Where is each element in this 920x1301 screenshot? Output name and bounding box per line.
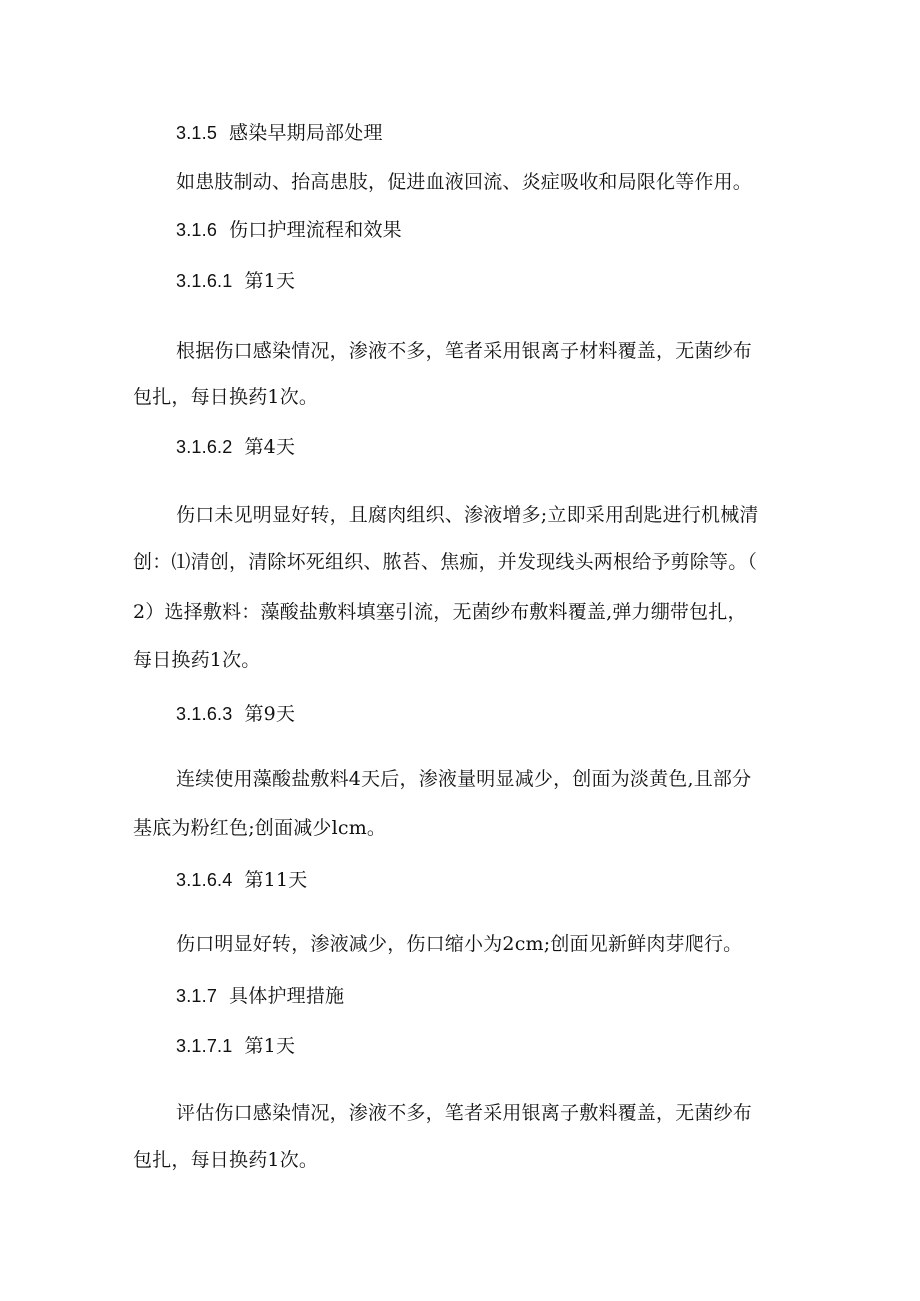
- section-heading: [176, 121, 383, 145]
- subsection-heading: [176, 269, 295, 293]
- subsection-heading: [176, 868, 307, 892]
- section-number: 3.1.6: [176, 220, 218, 240]
- paragraph-line: 如患肢制动、抬高患肢，促进血液回流、炎症吸收和局限化等作用。: [176, 171, 753, 193]
- subsection-number: 3.1.6.2: [176, 437, 233, 457]
- paragraph-line: 2）选择敷料：藻酸盐敷料填塞引流，无菌纱布敷料覆盖,弹力绷带包扎，: [133, 601, 747, 623]
- paragraph-line: 伤口明显好转，渗液减少，伤口缩小为2cm;创面见新鲜肉芽爬行。: [176, 933, 743, 955]
- subsection-number: 3.1.6.1: [176, 271, 233, 291]
- subsection-number: 3.1.6.4: [176, 870, 233, 890]
- subsection-number: 3.1.7.1: [176, 1036, 233, 1056]
- paragraph-line: 每日换药1次。: [133, 649, 261, 671]
- paragraph-line: 包扎，每日换药1次。: [133, 386, 319, 408]
- paragraph-line: 根据伤口感染情况，渗液不多，笔者采用银离子材料覆盖，无菌纱布: [176, 340, 753, 362]
- subsection-heading: [176, 435, 295, 459]
- subsection-heading: [176, 1034, 295, 1058]
- subsection-title: 第4天: [244, 436, 296, 458]
- subsection-number: 3.1.6.3: [176, 704, 233, 724]
- section-title: 具体护理措施: [229, 985, 345, 1007]
- subsection-title: 第11天: [244, 869, 308, 891]
- section-number: 3.1.7: [176, 986, 218, 1006]
- paragraph-line: 包扎，每日换药1次。: [133, 1149, 319, 1171]
- section-number: 3.1.5: [176, 123, 218, 143]
- paragraph-line: 创：⑴清创，清除坏死组织、脓苔、焦痂，并发现线头两根给予剪除等。（: [133, 551, 758, 573]
- subsection-title: 第1天: [244, 1035, 296, 1057]
- paragraph-line: 连续使用藻酸盐敷料4天后，渗液量明显减少，创面为淡黄色,且部分: [176, 768, 752, 790]
- section-title: 感染早期局部处理: [229, 122, 383, 144]
- paragraph-line: 基底为粉红色;创面减少lcm。: [133, 817, 387, 839]
- section-title: 伤口护理流程和效果: [229, 219, 402, 241]
- paragraph-line: 伤口未见明显好转，且腐肉组织、渗液增多;立即采用刮匙进行机械清: [176, 504, 759, 526]
- section-heading: [176, 984, 344, 1008]
- subsection-title: 第9天: [244, 703, 296, 725]
- paragraph-line: 评估伤口感染情况，渗液不多，笔者采用银离子敷料覆盖，无菌纱布: [176, 1102, 753, 1124]
- section-heading: [176, 218, 402, 242]
- subsection-heading: [176, 702, 295, 726]
- subsection-title: 第1天: [244, 270, 296, 292]
